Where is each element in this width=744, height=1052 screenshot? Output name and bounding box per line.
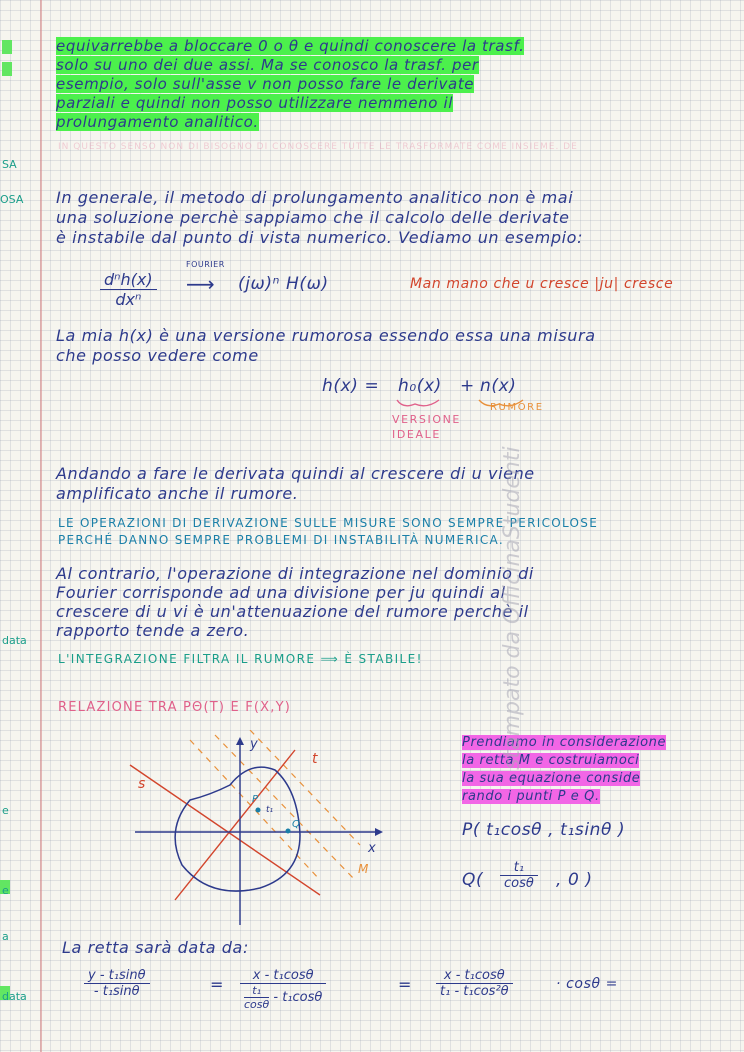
formula-term-ideal: h₀(x) xyxy=(398,376,442,396)
equals-sign: = xyxy=(398,975,413,994)
point-q-prefix: Q( xyxy=(462,870,484,890)
margin-note: data xyxy=(2,634,27,647)
point-p-marker xyxy=(256,808,261,813)
text-line: prolungamento analitico. xyxy=(56,113,259,131)
line-m-label: M xyxy=(358,862,369,876)
fourier-result: (jω)ⁿ H(ω) xyxy=(238,274,329,294)
denominator-tail: - t₁cosθ xyxy=(273,990,323,1005)
fraction-denominator: dxⁿ xyxy=(115,290,142,309)
text-line: LE OPERAZIONI DI DERIVAZIONE SULLE MISURE SONO SEMPRE PERICOLOSE xyxy=(58,516,599,530)
fraction-numerator: x - t₁cosθ xyxy=(240,968,326,984)
point-p-label: P xyxy=(252,794,259,805)
text-line: Prendiamo in considerazione xyxy=(462,735,667,750)
text-line: la sua equazione conside xyxy=(462,771,641,786)
point-p-coords: P( t₁cosθ , t₁sinθ ) xyxy=(462,820,626,840)
equation-fraction-2 xyxy=(240,968,326,1011)
s-axis-line xyxy=(130,765,320,895)
fraction-numerator: x - t₁cosθ xyxy=(436,968,513,984)
arrow-label: FOURIER xyxy=(186,260,225,269)
text-line: In generale, il metodo di prolungamento analitico non è mai xyxy=(56,188,574,207)
right-arrow-icon: ⟶ xyxy=(186,272,216,296)
text-line: rapporto tende a zero. xyxy=(56,621,250,640)
projection-diagram xyxy=(120,730,400,930)
label-ideal-2: IDEALE xyxy=(392,428,441,441)
text-line: una soluzione perchè sappiamo che il calcolo delle derivate xyxy=(56,208,570,227)
margin-note: e xyxy=(2,884,9,897)
point-q-fraction xyxy=(500,860,538,891)
label-ideal: VERSIONE xyxy=(392,413,461,426)
text-line: crescere di u vi è un'attenuazione del rumore perchè il xyxy=(56,602,529,621)
margin-note: e xyxy=(2,804,9,817)
nested-denominator: cosθ xyxy=(244,998,270,1011)
formula-note: Man mano che u cresce |ju| cresce xyxy=(410,276,674,292)
margin-note: OSA xyxy=(0,193,24,206)
label-noise: RUMORE xyxy=(490,402,544,413)
line-intro: La retta sarà data da: xyxy=(62,938,249,957)
faded-text-line: IN QUESTO SENSO NON DI BISOGNO DI CONOSCERE TUTTE LE TRASFORMATE COME INSIEME. DE xyxy=(58,142,578,152)
text-line: che posso vedere come xyxy=(56,346,259,365)
text-line: Al contrario, l'operazione di integrazione nel dominio di xyxy=(56,564,534,583)
equation-tail: · cosθ = xyxy=(556,976,619,992)
text-line: Fourier corrisponde ad una divisione per ju quindi al xyxy=(56,583,506,602)
fraction-numerator: dⁿh(x) xyxy=(100,270,157,290)
axis-t-label: t xyxy=(312,751,318,767)
point-q-suffix: , 0 ) xyxy=(556,870,593,890)
left-margin-strip xyxy=(0,0,38,1052)
equals-sign: = xyxy=(210,975,225,994)
margin-line xyxy=(40,0,42,1052)
axis-s-label: s xyxy=(138,776,146,792)
text-line: è instabile dal punto di vista numerico. Vediamo un esempio: xyxy=(56,228,584,247)
fraction-denominator: t₁ - t₁cos²θ xyxy=(440,984,509,999)
text-line: PERCHÉ DANNO SEMPRE PROBLEMI DI INSTABILITÀ NUMERICA. xyxy=(58,533,504,547)
t1-label: t₁ xyxy=(266,805,274,815)
x-axis-arrow-icon xyxy=(375,828,383,836)
axis-y-label: y xyxy=(250,737,258,752)
integration-conclusion: L'INTEGRAZIONE FILTRA IL RUMORE ⟹ È STABILE! xyxy=(58,652,423,666)
dashed-lines xyxy=(190,730,360,880)
margin-note: data xyxy=(2,990,27,1003)
margin-highlight-mark xyxy=(2,62,12,76)
formula-lhs: h(x) = xyxy=(322,376,380,396)
formula-plus: + xyxy=(460,376,475,396)
derivative-fraction xyxy=(100,270,157,309)
fraction-numerator: y - t₁sinθ xyxy=(84,968,150,984)
text-line: esempio, solo sull'asse v non posso fare le derivate xyxy=(56,75,475,93)
watermark: stampato da OfficinaStudenti xyxy=(500,446,525,770)
y-axis-arrow-icon xyxy=(236,737,244,745)
fraction-denominator xyxy=(240,984,326,1011)
margin-highlight-mark xyxy=(2,40,12,54)
nested-numerator: t₁ xyxy=(244,984,269,998)
fraction-numerator: t₁ xyxy=(500,860,538,876)
text-line: parziali e quindi non posso utilizzare nemmeno il xyxy=(56,94,453,112)
axis-x-label: x xyxy=(368,841,376,856)
text-line: solo su uno dei due assi. Ma se conosco la trasf. per xyxy=(56,56,479,74)
object-shape xyxy=(175,767,300,891)
text-line: la retta M e costruiamoci xyxy=(462,753,640,768)
point-q-label: Q xyxy=(292,819,300,830)
equation-fraction-1 xyxy=(84,968,150,999)
text-line: La mia h(x) è una versione rumorosa essendo essa una misura xyxy=(56,326,596,345)
text-line: amplificato anche il rumore. xyxy=(56,484,299,503)
fraction-denominator: cosθ xyxy=(504,876,534,891)
fraction-denominator: - t₁sinθ xyxy=(93,984,140,999)
margin-note: a xyxy=(2,930,9,943)
text-line: equivarrebbe a bloccare 0 o θ e quindi conoscere la trasf. xyxy=(56,37,525,55)
point-q-marker xyxy=(286,829,291,834)
margin-note: SA xyxy=(2,158,17,171)
text-line: rando i punti P e Q. xyxy=(462,789,600,804)
formula-term-noise: n(x) xyxy=(480,376,517,396)
relation-title: RELAZIONE TRA PΘ(T) E F(X,Y) xyxy=(58,700,292,715)
equation-fraction-3 xyxy=(436,968,513,999)
text-line: Andando a fare le derivata quindi al crescere di u viene xyxy=(56,464,535,483)
